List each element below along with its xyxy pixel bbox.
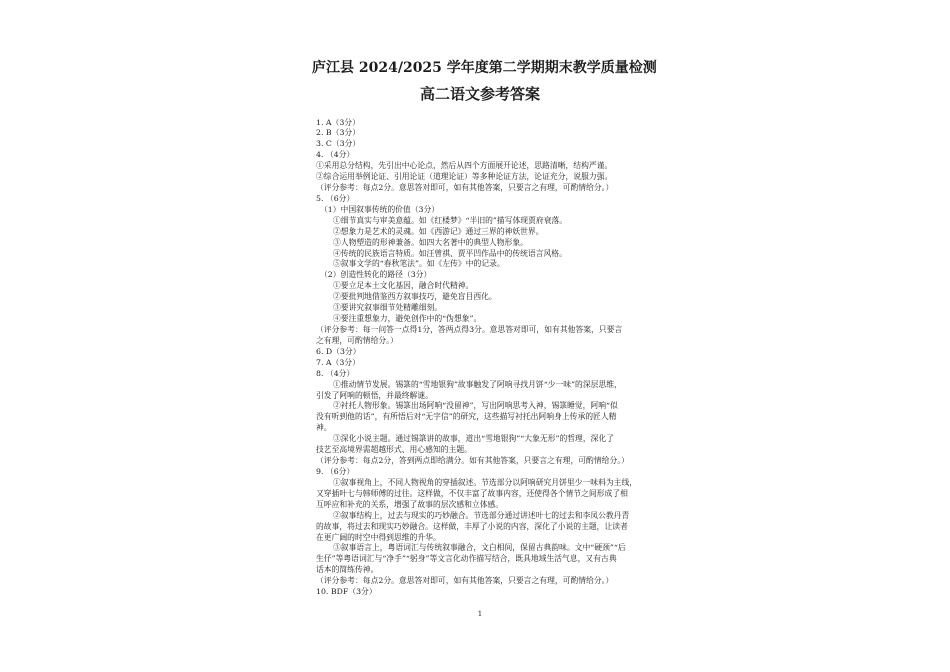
answer-q4-scoring-note: （评分参考：每点2分。意思答对即可，如有其他答案，只要言之有理，可酌情给分。） xyxy=(316,183,614,193)
answer-q9-point-cont: 在更广阔的时空中得到思维的升华。 xyxy=(316,532,441,542)
answer-q9-point: ①叙事视角上，不同人物视角的穿插叙述。节选部分以阿响研究月饼里少一味料为主线， xyxy=(333,477,638,487)
answer-q6: 6. D（3分） xyxy=(316,346,361,356)
answer-q5-part2-point: ②要批判地借鉴西方叙事技巧，避免盲目西化。 xyxy=(333,292,497,302)
answer-q8-point-cont: 技艺至高境界需超越形式、用心感知的主题。 xyxy=(316,445,472,455)
answer-q5-part2-point: ④要注重想象力，避免创作中的“伪想象”。 xyxy=(333,314,482,324)
answer-q9-scoring-note: （评分参考：每点2分。意思答对即可，如有其他答案，只要言之有理，可酌情给分。） xyxy=(316,576,614,586)
answer-q7: 7. A（3分） xyxy=(316,357,360,367)
answer-q9-point: ③叙事语言上，粤语词汇与传统叙事融合，文白相间，保留古典韵味。文中“硬颈”“后 xyxy=(333,543,626,553)
answer-q8-point-cont: 引发了阿响的顿悟，并最终解谜。 xyxy=(316,390,433,400)
answer-q9-point-cont: 话本的简练传神。 xyxy=(316,565,379,575)
answer-key-body xyxy=(316,118,644,599)
answer-q5-part1-point: ③人物塑造的形神兼备。如四大名著中的典型人物形象。 xyxy=(333,237,528,247)
answer-q8-heading: 8. （4分） xyxy=(316,368,355,378)
answer-q5-part2-point: ①要立足本土文化基因，融合时代精神。 xyxy=(333,281,474,291)
document-subtitle: 高二语文参考答案 xyxy=(419,85,540,103)
answer-q5-scoring-note: 之有理，可酌情给分。） xyxy=(316,335,398,345)
answer-q5-part1-point: ①细节真实与审美意蕴。如《红楼梦》“半旧的”描写体现贾府衰落。 xyxy=(333,215,568,225)
answer-q5-heading: 5. （6分） xyxy=(316,193,355,203)
answer-q8-point-cont: 神。 xyxy=(316,423,332,433)
answer-q4-point: ②综合运用举例论证、引用论证（道理论证）等多种论证方法，论证充分，说服力强。 xyxy=(316,172,613,182)
answer-q9-point-cont: 的故事，将过去和现实巧妙融合。这样做，丰厚了小说的内容，深化了小说的主题，让读者 xyxy=(316,521,628,531)
answer-q3: 3. C（3分） xyxy=(316,139,361,149)
answer-q9-point-cont: 生仔”等粤语词汇与“净手”“躬身”等文言化动作描写结合，既具地域生活气息，又有古典 xyxy=(316,554,617,564)
answer-q8-point: ①推动情节发展。锡箓的“雪地银狗”故事触发了阿响寻找月饼“少一味”的深层思维， xyxy=(333,379,622,389)
answer-q5-part1-point: ④传统的民族语言特质。如汪曾祺、贾平凹作品中的传统语言风格。 xyxy=(333,248,567,258)
answer-q8-point: ③深化小说主题。通过锡箓讲的故事，道出“雪地银狗”“大象无形”的哲理，深化了 xyxy=(333,434,615,444)
answer-q4-point: ①采用总分结构，先引出中心论点，然后从四个方面展开论述，思路清晰，结构严谨。 xyxy=(316,161,613,171)
answer-q5-part2-heading: （2）创造性转化的路径（3分） xyxy=(320,270,432,280)
answer-q1: 1. A（3分） xyxy=(316,117,360,127)
answer-q5-part1-point: ②想象力是艺术的灵魂。如《西游记》通过三界的神妖世界。 xyxy=(333,226,544,236)
answer-q9-point: ②叙事结构上，过去与现实的巧妙融合。节选部分通过讲述叶七的过去和李凤公教丹青 xyxy=(333,510,630,520)
answer-q9-heading: 9. （6分） xyxy=(316,467,355,476)
answer-q8-point-cont: 没有听到他的话”，有所悟后对“无字信”的研究，这些描写衬托出阿响身上传承的匠人精 xyxy=(316,412,617,422)
answer-q5-part2-point: ③要讲究叙事细节处精雕细刻。 xyxy=(333,303,443,313)
document-title: 庐江县 2024/2025 学年度第二学期期末教学质量检测 xyxy=(312,60,657,76)
answer-q8-point: ②衬托人物形象。锡箓出场阿响“没留神”，写出阿响思考入神，锡箓睡觉，阿响“似 xyxy=(333,401,618,411)
answer-q9-point-cont: 互呼应和补充的关系，增强了故事的层次感和立体感。 xyxy=(316,499,504,509)
answer-q8-scoring-note: （评分参考：每点2分，答到两点即给满分。如有其他答案，只要言之有理，可酌情给分。） xyxy=(316,456,629,466)
answer-q5-scoring-note: （评分参考：每一问答一点得1分，答两点得3分。意思答对即可，如有其他答案，只要言 xyxy=(316,325,623,335)
answer-q2: 2. B（3分） xyxy=(316,128,360,138)
answer-q10: 10. BDF（3分） xyxy=(316,587,377,597)
page-number: 1 xyxy=(477,610,483,618)
answer-q9-point-cont: 又穿插叶七与韩师傅的过往。这样做，不仅丰富了故事内容，还使得各个情节之间形成了相 xyxy=(316,488,628,498)
answer-q4-heading: 4. （4分） xyxy=(316,150,355,160)
answer-q5-part1-point: ⑤叙事文学的“春秋笔法”。如《左传》中的记录。 xyxy=(333,259,505,269)
answer-q5-part1-heading: （1）中国叙事传统的价值（3分） xyxy=(320,204,440,214)
